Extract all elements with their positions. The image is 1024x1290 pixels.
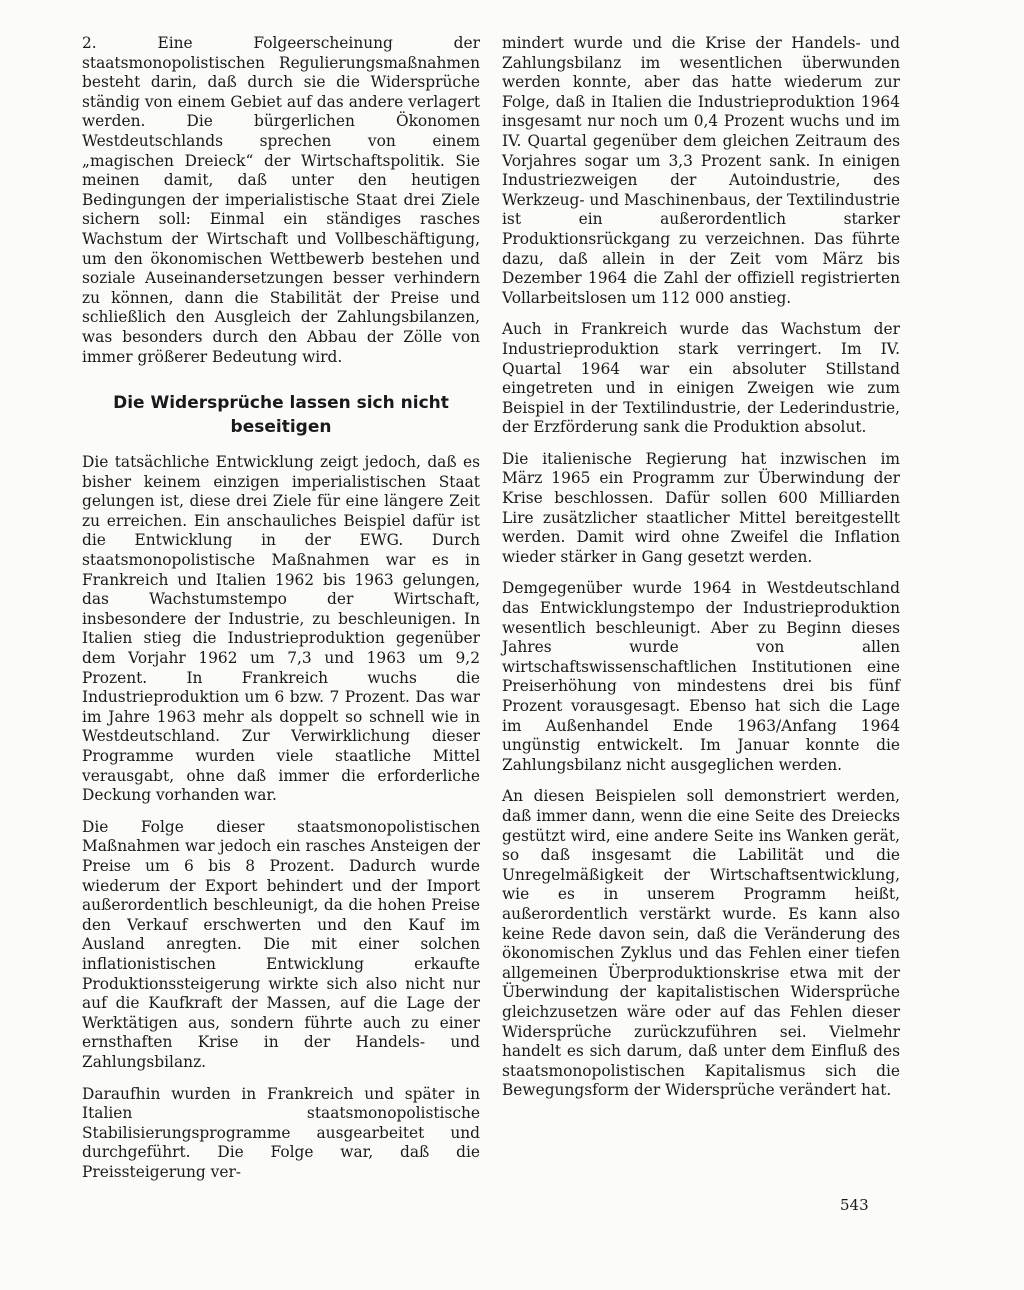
paragraph: Daraufhin wurden in Frankreich und später in Italien staatsmonopolistische Stabilisierungsprogramme ausgearbeitet und durchgeführt. Die Folge war, daß die Preissteigerung ver- [82,1084,480,1181]
paragraph: Die italienische Regierung hat inzwischen im März 1965 ein Programm zur Überwindung der Krise beschlossen. Dafür sollen 600 Milliarden Lire zusätzlicher staatlicher Mittel bereitgestellt werden. Damit wird ohne Zweifel die Inflation wieder stärker in Gang gesetzt werden. [502,449,900,566]
right-column [502,34,900,1113]
paragraph: Die Folge dieser staatsmonopolistischen Maßnahmen war jedoch ein rasches Ansteigen der Preise um 6 bis 8 Prozent. Dadurch wurde wiederum der Export behindert und der Import außerordentlich beschleunigt, da die hohen Preise den Verkauf erschwerten und den Kauf im Ausland anregten. Die mit einer solchen inflationistischen Entwicklung erkaufte Produktionssteigerung wirkte sich also nicht nur auf die Kaufkraft der Massen, auf die Lage der Werktätigen aus, sondern führte auch zu einer ernsthaften Krise in der Handels- und Zahlungsbilanz. [82,817,480,1071]
paragraph: An diesen Beispielen soll demonstriert werden, daß immer dann, wenn die eine Seite des Dreiecks gestützt wird, eine andere Seite ins Wanken gerät, so daß insgesamt die Labilität und die Unregelmäßigkeit der Wirtschaftsentwicklung, wie es in unserem Programm heißt, außerordentlich verstärkt wurde. Es kann also keine Rede davon sein, daß die Veränderung des ökonomischen Zyklus und das Fehlen einer tiefen allgemeinen Überproduktionskrise etwa mit der Überwindung der kapitalistischen Widersprüche gleichzusetzen wäre oder auf das Fehlen dieser Widersprüche zurückzuführen sei. Vielmehr handelt es sich darum, daß unter dem Einfluß des staatsmonopolistischen Kapitalismus sich die Bewegungsform der Widersprüche verändert hat. [502,787,900,1100]
section-heading: Die Widersprüche lassen sich nicht beseitigen [113,393,449,438]
page-number: 543 [840,1196,869,1214]
paragraph: mindert wurde und die Krise der Handels- und Zahlungsbilanz im wesentlichen überwunden werden konnte, aber das hatte wiederum zur Folge, daß in Italien die Industrieproduktion 1964 insgesamt nur noch um 0,4 Prozent wuchs und im IV. Quartal gegenüber dem gleichen Zeitraum des Vorjahres sogar um 3,3 Prozent sank. In einigen Industriezweigen der Autoindustrie, des Werkzeug- und Maschinenbaus, der Textilindustrie ist ein außerordentlich starker Produktionsrückgang zu verzeichnen. Das führte dazu, daß allein in der Zeit vom März bis Dezember 1964 die Zahl der offiziell registrierten Vollarbeitslosen um 112 000 anstieg. [502,34,901,307]
paragraph: Die tatsächliche Entwicklung zeigt jedoch, daß es bisher keinem einzigen imperialistischen Staat gelungen ist, diese drei Ziele für eine längere Zeit zu erreichen. Ein anschauliches Beispiel dafür ist die Entwicklung in der EWG. Durch staatsmonopolistische Maßnahmen war es in Frankreich und Italien 1962 bis 1963 gelungen, das Wachstumstempo der Wirtschaft, insbesondere der Industrie, zu beschleunigen. In Italien stieg die Industrieproduktion gegenüber dem Vorjahr 1962 um 7,3 und 1963 um 9,2 Prozent. In Frankreich wuchs die Industrieproduktion um 6 bzw. 7 Prozent. Das war im Jahre 1963 mehr als doppelt so schnell wie in Westdeutschland. Zur Verwirklichung dieser Programme wurden viele staatliche Mittel verausgabt, ohne daß immer die erforderliche Deckung vorhanden war. [82,453,480,805]
paragraph: 2. Eine Folgeerscheinung der staatsmonopolistischen Regulierungsmaßnahmen besteht darin, daß durch sie die Widersprüche ständig von einem Gebiet auf das andere verlagert werden. Die bürgerlichen Ökonomen Westdeutschlands sprechen von einem „magischen Dreieck“ der Wirtschaftspolitik. Sie meinen damit, daß unter den heutigen Bedingungen der imperialistische Staat drei Ziele sichern soll: Einmal ein ständiges rasches Wachstum der Wirtschaft und Vollbeschäftigung, um den ökonomischen Wettbewerb bestehen und soziale Auseinandersetzungen besser verhindern zu können, dann die Stabilität der Preise und schließlich den Ausgleich der Zahlungsbilanzen, was besonders durch den Abbau der Zölle von immer größerer Bedeutung wird. [82,34,480,366]
paragraph: Auch in Frankreich wurde das Wachstum der Industrieproduktion stark verringert. Im IV. Quartal 1964 war ein absoluter Stillstand eingetreten und in einigen Zweigen wie zum Beispiel in der Textilindustrie, der Lederindustrie, der Erzförderung sank die Produktion absolut. [502,320,900,437]
left-column [82,34,480,1194]
paragraph: Demgegenüber wurde 1964 in Westdeutschland das Entwicklungstempo der Industrieproduktion wesentlich beschleunigt. Aber zu Beginn dieses Jahres wurde von allen wirtschaftswissenschaftlichen Institutionen eine Preiserhöhung von mindestens drei bis fünf Prozent vorausgesagt. Ebenso hat sich die Lage im Außenhandel Ende 1963/Anfang 1964 ungünstig entwickelt. Im Januar konnte die Zahlungsbilanz nicht ausgeglichen werden. [502,579,900,774]
